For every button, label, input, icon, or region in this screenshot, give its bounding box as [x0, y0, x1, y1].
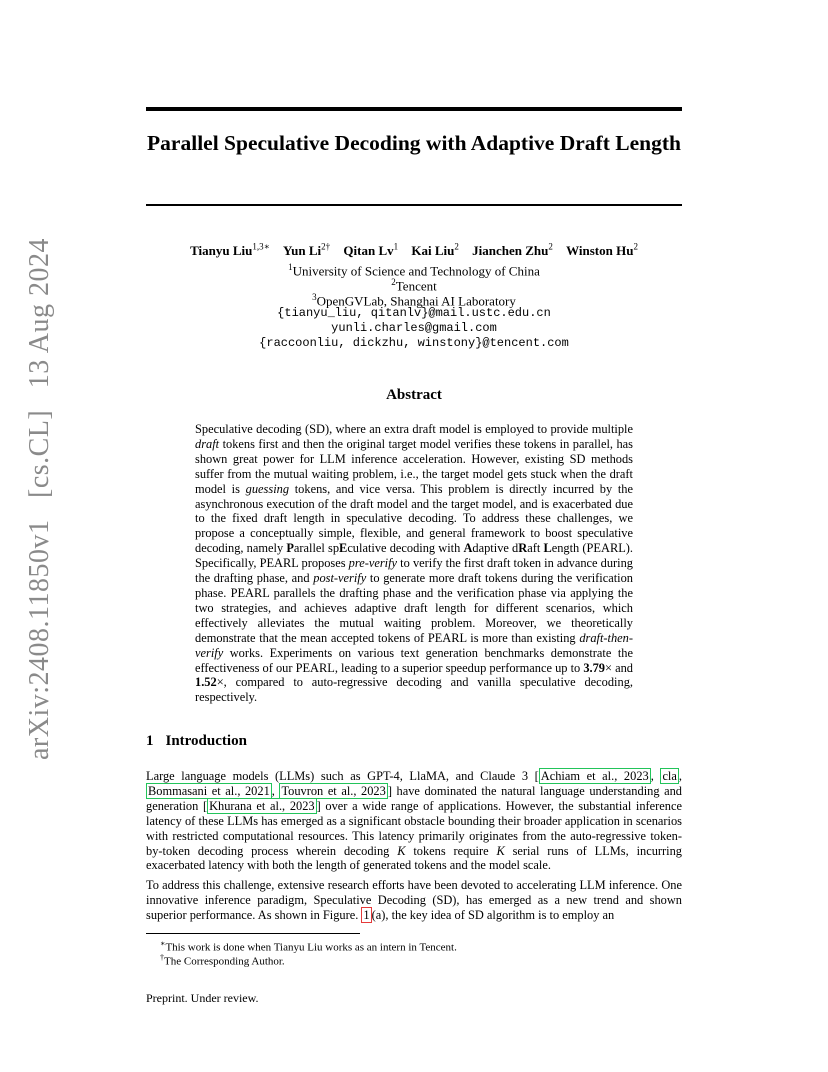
author: Jianchen Zhu$^2$: [472, 242, 553, 259]
affiliation: $^1$University of Science and Technology of China: [288, 262, 540, 279]
author: Kai Liu$^2$: [411, 242, 459, 259]
author: Winston Hu$^2$: [566, 242, 638, 259]
intro-paragraph-2: To address this challenge, extensive research efforts have been devoted to accelerating LLM inference. One innovative inference paradigm, Speculative Decoding (SD), has emerged as a new trend and shown superior performance. As shown in Figure. 1 (a), the key idea of SD algorithm is to employ an: [146, 878, 682, 922]
email: {raccoonliu, dickzhu, winstony}@tencent.com: [259, 336, 569, 350]
abstract-heading: Abstract: [386, 387, 442, 403]
citation-link[interactable]: Touvron et al., 2023: [281, 783, 386, 798]
title-bottom-rule: [146, 204, 682, 206]
arxiv-date: 13 Aug 2024: [24, 238, 55, 389]
figure-reference-link[interactable]: 1: [363, 907, 370, 922]
author: Qitan Lv$^1$: [343, 242, 399, 259]
title-top-rule: [146, 107, 682, 111]
citation-link[interactable]: cla: [662, 769, 677, 783]
footnote-rule: [146, 933, 360, 934]
arxiv-side-stamp: [18, 0, 62, 760]
arxiv-id[interactable]: arXiv:2408.11850v1: [24, 519, 55, 760]
affiliation: $^3$OpenGVLab, Shanghai AI Laboratory: [312, 292, 516, 309]
section-heading-introduction: 1 Introduction: [146, 733, 247, 749]
affiliation: $^2$Tencent: [391, 277, 437, 294]
author: Yun $Li^{2\dagger}$: [282, 242, 331, 259]
author-list: [146, 242, 682, 259]
citation-link[interactable]: Achiam et al., 2023: [540, 769, 649, 783]
preprint-note: Preprint. Under review.: [146, 991, 259, 1005]
intro-paragraph-1: Large language models (LLMs) such as GPT-4, LlaMA, and Claude 3 [ Achiam et al., 2023 , cla , Bommasani et al., 2021 , Touvron et al., 2023 ] have dominated the natural language understanding and generation [ Khurana et al., 2023 ] over a wide range of applications. However, the substantial inference latency of these LLMs has emerged as a significant obstacle bounding their broader application in scenarios with restricted computational resources. This latency primarily originates from the auto-regressive token-by-token decoding process wherein decoding K tokens require K serial runs of LLMs, incurring exacerbated latency with both the length of generated tokens and the model scale.: [146, 769, 683, 873]
email: yunli.charles@gmail.com: [331, 321, 497, 335]
citation-link[interactable]: Bommasani et al., 2021: [148, 783, 270, 798]
citation-link[interactable]: Khurana et al., 2023: [209, 798, 315, 813]
arxiv-category: [cs.CL]: [24, 409, 55, 498]
author: Tianyu Liu$^{1,3∗}$: [190, 242, 270, 259]
paper-title: Parallel Speculative Decoding with Adaptive Draft Length: [147, 131, 681, 155]
email: {tianyu_liu, qitanlv}@mail.ustc.edu.cn: [277, 306, 551, 320]
abstract-body: Speculative decoding (SD), where an extra draft model is employed to provide multiple draft tokens first and then the original target model verifies these tokens in parallel, has shown great power for LLM inference acceleration. However, existing SD methods suffer from the mutual waiting problem, i.e., the target model gets stuck when the draft model is guessing tokens, and vice versa. This problem is directly incurred by the asynchronous execution of the draft model and the target model, and is exacerbated due to the fixed draft length in speculative decoding. To address these challenges, we propose a conceptually simple, flexible, and general framework to boost speculative decoding, namely Parallel spEculative decoding with Adaptive dRaft Length (PEARL). Specifically, PEARL proposes pre-verify to verify the first draft token in advance during the drafting phase, and post-verify to generate more draft tokens during the verification phase. PEARL parallels the drafting phase and the verification phase via applying the two strategies, and achieves adaptive draft length for different scenarios, which effectively alleviates the mutual waiting problem. Moreover, we theoretically demonstrate that the mean accepted tokens of PEARL is more than existing draft-then-verify works. Experiments on various text generation benchmarks demonstrate the effectiveness of our PEARL, leading to a superior speedup performance up to 3.79× and 1.52×, compared to auto-regressive decoding and vanilla speculative decoding, respectively.: [195, 422, 634, 705]
footnote: †The Corresponding Author.: [160, 953, 285, 968]
footnote: ∗This work is done when Tianyu Liu works as an intern in Tencent.: [160, 939, 457, 954]
